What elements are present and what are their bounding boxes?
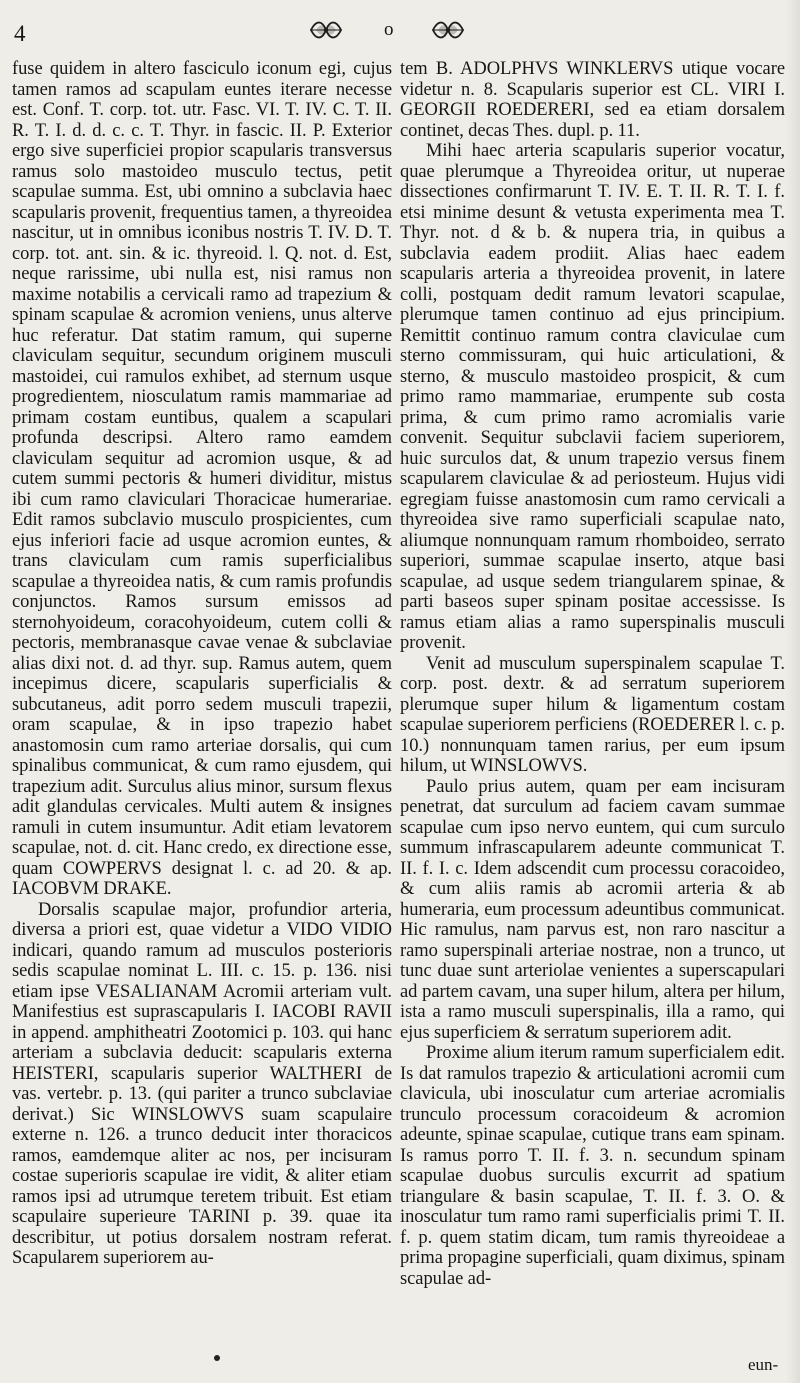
page-edge-shadow <box>786 0 800 1383</box>
ink-dot <box>214 1355 220 1361</box>
floral-fleuron-icon <box>430 18 466 42</box>
page-number: 4 <box>14 21 26 46</box>
right-paragraph-5: Proxime alium iterum ramum superficialem edit. Is dat ramulos trapezio & articulationi acromii cum clavicula, ubi inosculatur cum arteriae acromialis trunculo processum coracoideum & acromion adeunte, spinae scapulae, cutique trans eam spinam. Is ramus porro T. II. f. 3. n. secundum spinam scapulae duobus surculis excurrit ad spatium triangulare & basin scapulae, T. II. f. 3. O. & inosculatur tum ramo rami superficialis primi T. II. f. p. quem statim dicam, tum ramis thyreoideae a prima propagine superficiali, quam diximus, spinam scapulae ad- <box>400 1043 785 1289</box>
left-paragraph-1: fuse quidem in altero fasciculo iconum egi, cujus tamen ramos ad scapulam euntes iterare necesse est. Conf. T. corp. tot. utr. Fasc. VI. T. IV. C. T. II. R. T. I. d. d. c. c. T. Thyr. in fascic. II. P. Exterior ergo sive superficiei propior scapularis transversus ramus solo mastoideo musculo tectus, petit scapulae summa. Est, ubi omnino a subclavia haec scapularis provenit, frequentius tamen, a thyreoidea nascitur, ut in omnibus iconibus nostris T. IV. D. T. corp. tot. ant. sin. & ic. thyreoid. l. Q. not. d. Est, neque rarissime, ubi nulla est, nisi ramus non maxime notabilis a cervicali ramo ad trapezium & spinam scapulae & acromion veniens, unus alterve huc referatur. Dat statim ramum, qui superne claviculam sequitur, secundum originem musculi mastoidei, cui ramulos exhibet, ad sternum usque progredientem, niosculatum ramis mammariae ad primam costam euntibus, qualem a scapulari profunda descripsi. Altero ramo eamdem claviculam sequitur ad acromion usque, & ad cutem summi pectoris & humeri dividitur, mistus ibi cum ramo claviculari Thoracicae humerariae. Edit ramos subclavio musculo prospicientes, cum ejus inferiori facie ad usque acromion euntes, & trans claviculam cum ramis superficialibus scapulae a thyreoidea natis, & cum ramis profundis conjunctos. Ramos sursum emissos ad sternohyoideum, coracohyoideum, cutem colli & pectoris, membranasque cavae venae & subclaviae alias dixi not. d. ad thyr. sup. Ramus autem, quem incepimus dicere, scapularis superficialis & subcutaneus, adit porro sedem musculi trapezii, oram scapulae, & in ipso trapezio habet anastomosin cum ramo arteriae dorsalis, qui cum spinalibus communicat, & cum ramo ejusdem, qui trapezium adit. Surculus alius minor, sursum flexus adit glandulas cervicales. Multi autem & insignes ramuli in cutem insumuntur. Adit etiam levatorem scapulae, not. d. cit. Hanc credo, ex directione esse, quam COWPERVS designat l. c. ad 20. & ap. IACOBVM DRAKE. <box>12 59 392 899</box>
floral-fleuron-icon <box>308 18 344 42</box>
left-paragraph-2: Dorsalis scapulae major, profundior arteria, diversa a priori est, quae videtur a VIDO VIDIO indicari, quando ramum ad musculos posterioris sedis scapulae nominat L. III. c. 15. p. 136. nisi etiam ipse VESALIANAM Acromii arteriam vult. Manifestius est suprascapularis I. IACOBI RAVII in append. amphitheatri Zootomici p. 103. qui hanc arteriam a subclavia deducit: scapularis externa HEISTERI, scapularis superior WALTHERI de vas. vertebr. p. 13. (qui pariter a trunco subclaviae derivat.) Sic WINSLOWVS suam scapulaire externe n. 126. a trunco deducit inter thoracicos ramos, eamdemque aliter ac nos, per incisuram costae superioris scapulae ire vidit, & aliter etiam ramos ipsi ad utrumque teretem tribuit. Est etiam scapulaire superieure TARINI p. 39. quae ita describitur, ut potius dorsalem nostram referat. Scapularem superiorem au- <box>12 899 392 1268</box>
right-paragraph-4: Paulo prius autem, quam per eam incisuram penetrat, dat surculum ad faciem cavam summae scapulae cum ipso nervo euntem, qui cum surculo summum infrascapularem adeunte communicat T. II. f. I. c. Idem adscendit cum processu coracoideo, & cum aliis ramis ab acromii arteria & ab humeraria, eum processum adeuntibus communicat. Hic ramulus, nam parvus est, non raro nascitur a ramo superspinali arteriae nostrae, non a trunco, ut tunc duae sunt arteriolae venientes a superscapulari ad partem cavam, una super hilum, altera per hilum, ista a ramo musculi superspinalis, illa a ramo, qui ejus superficiem & serratum superiorem adit. <box>400 776 785 1043</box>
right-paragraph-3: Venit ad musculum superspinalem scapulae T. corp. post. dextr. & ad serratum superiorem plerumque super hilum & ligamentum costam scapulae superiorem perficiens (ROEDERER l. c. p. 10.) nonnunquam tamen rarius, per eum ipsum hilum, ut WINSLOWVS. <box>400 653 785 776</box>
right-paragraph-2: Mihi haec arteria scapularis superior vocatur, quae plerumque a Thyreoidea oritur, ut nuperae dissectiones confirmarunt T. IV. E. T. II. R. T. I. f. etsi minime desunt & vetusta experimenta mea T. Thyr. not. d & b. & nupera tria, in quibus a subclavia eadem prodiit. Alias haec eadem scapularis arteria a thyreoidea provenit, in latere colli, postquam dedit ramum levatori scapulae, plerumque tamen continuo ad ejus principium. Remittit continuo ramum contra claviculae cum sterno commissuram, qui huic articulationi, & sterno, & musculo mastoideo prospicit, & cum primo ramo mammariae, erumpente sub costa prima, & cum primo ramo acromialis varie convenit. Sequitur subclavii faciem superiorem, huic surculos dat, & unum trapezio versus finem scapularem claviculae & ad periosteum. Hujus vidi egregiam fuisse anastomosin cum ramo cervicali a thyreoidea sive ramo superficiali scapulae nato, aliumque nonnunquam ramum rhomboideo, serrato superiori, summae scapulae inserto, atque basi scapulae, ad usque sedem triangularem spinae, & parti baseos super spinam positae accessisse. Is ramus etiam alias a ramo superspinalis musculi provenit. <box>400 141 785 653</box>
left-text-column <box>12 59 392 1269</box>
right-paragraph-1: tem B. ADOLPHVS WINKLERVS utique vocare videtur n. 8. Scapularis superior est CL. VIRI I. GEORGII ROEDERERI, sed ea etiam dorsalem continet, decas Thes. dupl. p. 11. <box>400 59 785 141</box>
header-center-mark: o <box>384 19 394 40</box>
catchword: eun- <box>748 1355 779 1374</box>
right-text-column <box>400 59 785 1289</box>
